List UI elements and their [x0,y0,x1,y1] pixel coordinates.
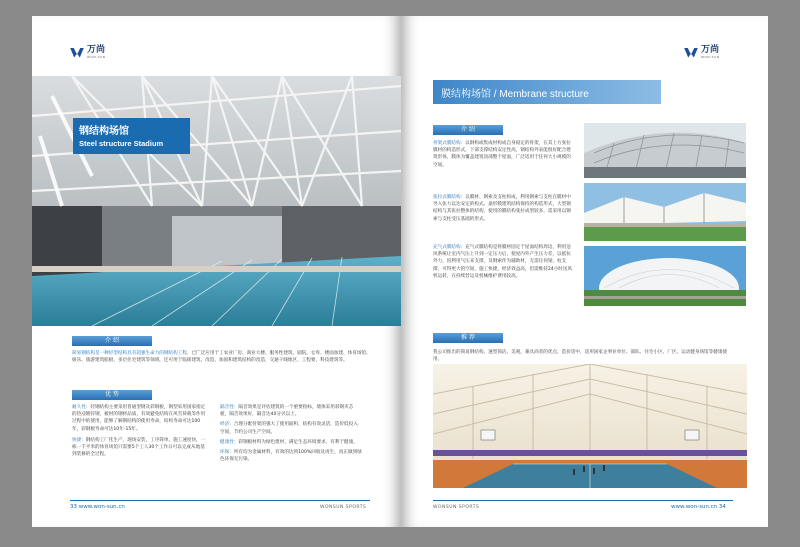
brand-logo-icon [684,48,698,58]
right-title: 膜结构场馆 / Membrane structure [441,89,589,100]
skeleton-membrane-photo [584,123,746,178]
right-intro-item-2: 张拉式膜结构：以膜材、钢索及支柱构成，利用钢索与支柱在膜材中导入张力以达安定的构式。桑形膜建筑结构保持的构造形式，大型钢结构与其张拉整体的结构，使用的膜结构张拉成型较多，需采用以钢索与支柱受压基础的形式。 [433,195,571,222]
advantage-item: 隔音性：隔音效果是评估建筑的一个重要指标，墙体采用彩钢夹芯板，隔音效果好，隔音达40分贝以上。 [220,405,354,418]
right-intro-item-3: 充气式膜结构：充气式膜结构是将膜材固定于屋面结构周边，利用送风系统让室内气压上升到一定压力后，使屋内外产生压力差，以抵抗外力，因利用气压来支撑，及钢索作为辅助材，无需任何梁、柱支撑，可得更大的空间，施工快捷，经济效益高，但需维持24小时送风机运转，在持续营运及机械维护费用较高。 [433,245,573,279]
advantage-item: 经济：合理分配骨架的强大了使用面积，结构有效灵活，造价低投入空间，节约公司生产空间。 [220,422,358,435]
brand-logo [684,46,720,59]
right-footer-brand: WONSUN SPORTS [433,505,480,510]
left-page [32,16,401,527]
advantage-right-column [220,404,362,463]
left-page-number: 33 [70,504,77,510]
left-title-en: Steel structure Stadium [79,139,164,148]
left-intro-lead: 简易钢结构是一种轻型结构具有超强生命力的钢结构工程， [72,351,192,356]
advantage-item: 快捷：钢结构工厂化生产，现场安装，工序简单，施工速度快，一栋一千平米的体育场馆只需要5个工人30个工作日可以完成从地基到装修的全过程。 [72,437,206,458]
brand-logo-icon [70,48,84,58]
left-footer [70,504,125,510]
tensile-membrane-image-icon [584,183,746,241]
right-intro-item-1: 骨架式膜结构：以钢构或集成材构成自身稳定的骨架，在其上方张拉膜材的构造形式，下部支撑结构安定性高，钢结构外表能很好配合建筑形体，膜体为覆盖建筑顶部整个屋面，广泛适用于任何大小规模的空间。 [433,141,571,168]
right-footer [671,504,726,510]
brand-name: 万尚 [87,45,106,55]
advantage-left-column [72,404,208,458]
right-title-box [433,80,661,104]
tensile-membrane-photo [584,183,746,241]
brand-name: 万尚 [701,45,720,55]
left-url-link[interactable]: www.won-sun.cn [78,504,125,510]
advantage-item: 健康性：彩钢板材料为绿色建材，满足生态环境要求，有利于健康。 [220,439,358,445]
left-title-cn: 钢结构场馆 [79,126,129,137]
brand-logo [70,46,106,59]
gym-membrane-photo [433,364,747,488]
left-intro-tab: 介 绍 [72,336,152,346]
right-page [401,16,768,527]
right-footer-line [433,500,733,501]
brand-sub: WON-SUN [701,55,720,59]
right-recommend-tab: 推 荐 [433,333,503,343]
air-membrane-photo [584,246,746,306]
advantage-item: 耐久性：轻钢结构主要采用普通型钢及彩钢板，钢型采用国家指定的热浸镀锌钢，板材的钢材品质，有效避免结构在风雪荷载等作用过程中的使用，能够了解钢结构的使用寿命，结构寿命可达100年，彩钢板寿命可达10年-15年。 [72,405,206,432]
brand-sub: WON-SUN [87,55,106,59]
right-url-link[interactable]: www.won-sun.cn [671,504,718,510]
advantage-item: 环保：所有均为金属材料，有效的达到100%回收及再生，真正做到绿色环保无污染。 [220,450,362,463]
air-membrane-image-icon [584,246,746,306]
left-footer-brand: WONSUN SPORTS [320,505,367,510]
left-title-box [73,118,190,154]
right-intro-tab: 介 绍 [433,125,503,135]
left-intro-rest: 已广泛应用于工农业厂房、商业大楼、服务性建筑、剧院、仓库、楼面加建、体育场馆、娱乐、旅游建筑船板、多层住宅建筑等领域，还可用于临街建筑，改造、加固和建筑结构的改造，交通干线地区，工程要，科技建筑等。 [72,351,371,364]
steel-stadium-photo [32,76,401,326]
left-intro-text [72,350,372,364]
left-advantage-tab: 优 势 [72,390,152,400]
right-page-number: 34 [718,504,726,510]
right-recommend-text: 我公司推出的简易钢结构，速型简洁、美观，兼具尚者的优点，造价适中，适用国家企事业单位、部队、住宅小区、厂区、运动健身场馆等健康使用。 [433,350,728,363]
gym-interior-image-icon [433,364,747,488]
left-footer-line [70,500,370,501]
steel-stadium-image-icon [32,76,401,326]
skeleton-membrane-image-icon [584,123,746,178]
